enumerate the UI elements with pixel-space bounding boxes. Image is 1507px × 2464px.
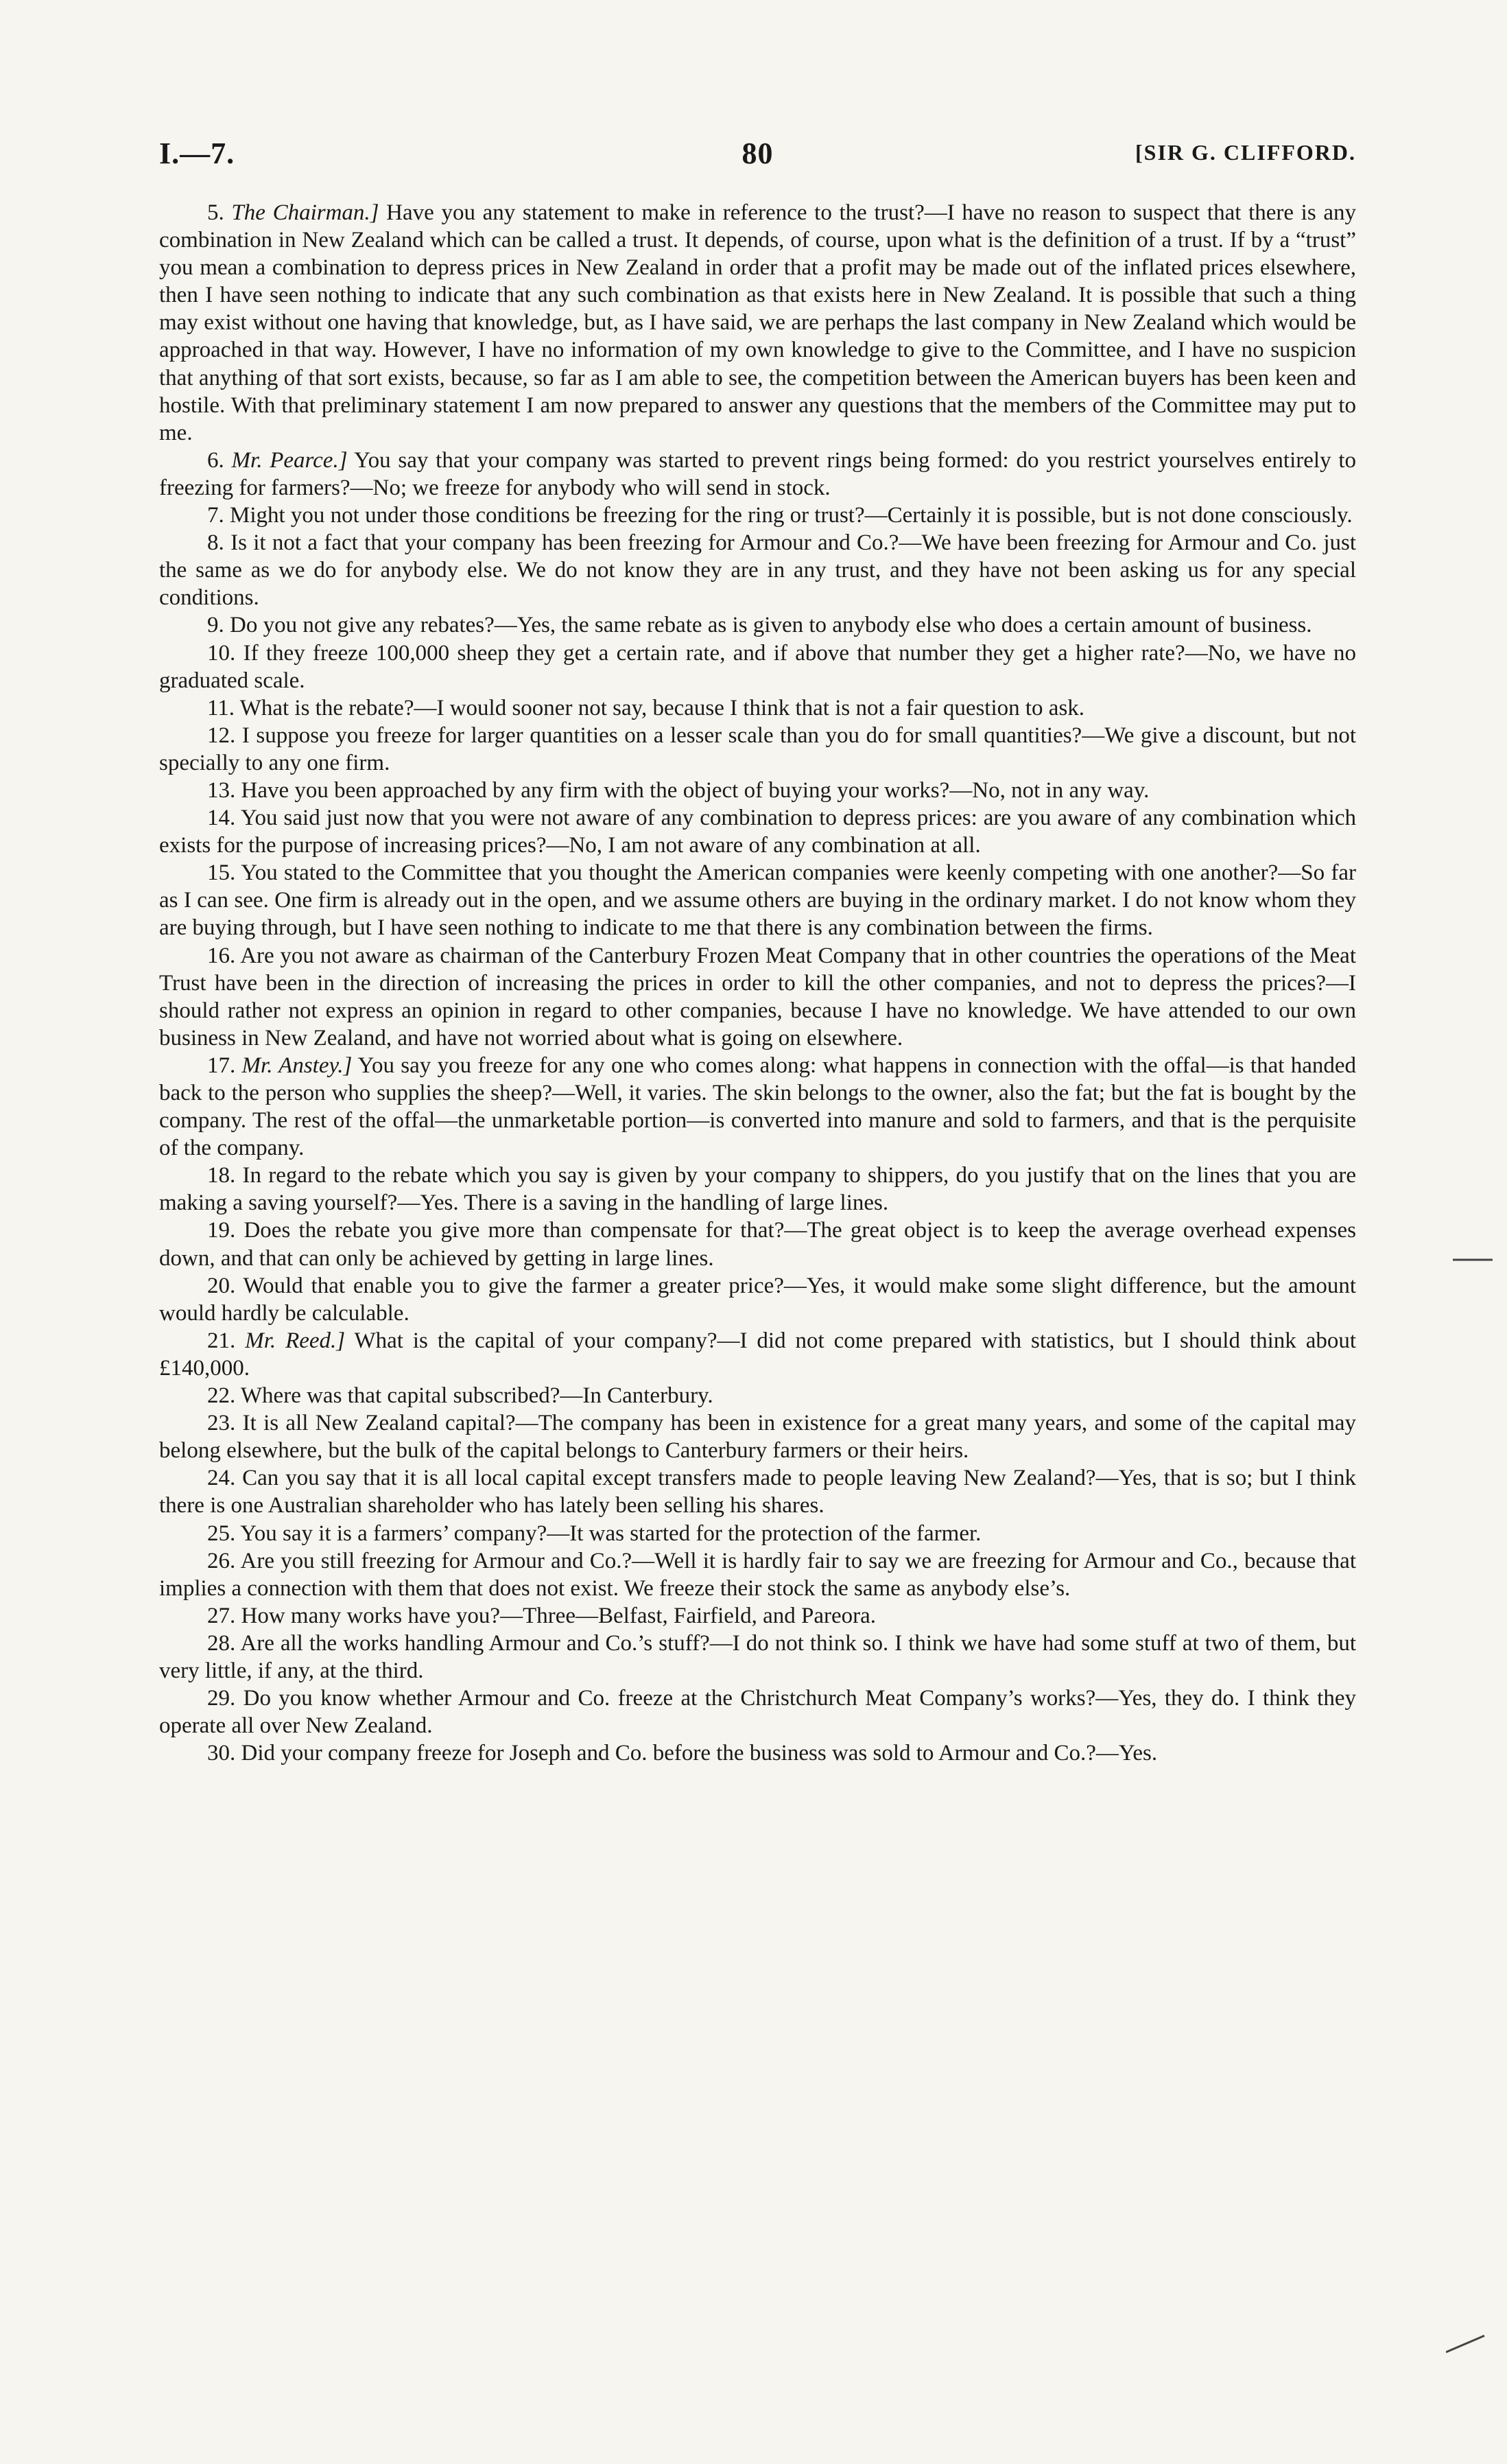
question-text: In regard to the rebate which you say is given by your company to shippers, do you justify that on the lines that you are making a saving yourself?—Yes. There is a saving in the handling of large lines.: [159, 1163, 1357, 1216]
question-paragraph: [159, 1464, 1356, 1519]
witness-name: [SIR G. CLIFFORD.: [1135, 140, 1356, 165]
margin-mark-tick: [1446, 2333, 1487, 2354]
question-text: Can you say that it is all local capital except transfers made to people leaving New Zealand?—Yes, that is so; but I think there is one Australian shareholder who has lately been selling his shares.: [159, 1466, 1356, 1518]
question-paragraph: [159, 1685, 1356, 1739]
question-number: 30.: [207, 1741, 236, 1766]
question-paragraph: [159, 1162, 1356, 1217]
question-paragraph: [159, 1052, 1356, 1162]
question-text: You stated to the Committee that you thought the American companies were keenly competing with one another?—So far as I can see. One firm is already out in the open, and we assume others are buying in the ordinary market. I do not know whom they are buying through, but I have seen nothing to indicate to me that there is any combination between the firms.: [159, 860, 1356, 941]
question-paragraph: [159, 1520, 1356, 1547]
question-text: Have you any statement to make in reference to the trust?—I have no reason to suspect that there is any combination in New Zealand which can be called a trust. It depends, of course, upon what is the definition of a trust. If by a “trust” you mean a combination to depress prices in New Zealand in order that a profit may be made out of the inflated prices elsewhere, then I have seen nothing to indicate that any such combination as that exists here in New Zealand. It is possible that such a thing may exist without one having that knowledge, but, as I have said, we are perhaps the last company in New Zealand which would be approached in that way. However, I have no information of my own knowledge to give to the Committee, and I have no suspicion that anything of that sort exists, because, so far as I am able to see, the competition between the American buyers has been keen and hostile. With that preliminary statement I am now prepared to answer any questions that the members of the Committee may put to me.: [159, 200, 1356, 445]
question-text: I suppose you freeze for larger quantities on a lesser scale than you do for small quantities?—We give a discount, but not specially to any one firm.: [159, 723, 1357, 775]
question-number: 7.: [207, 503, 224, 528]
question-text: Are all the works handling Armour and Co.’s stuff?—I do not think so. I think we have had some stuff at two of them, but very little, if any, at the third.: [159, 1630, 1357, 1683]
question-paragraph: [159, 502, 1356, 529]
speaker-name: The Chairman.]: [231, 200, 379, 225]
question-text: If they freeze 100,000 sheep they get a certain rate, and if above that number they get a higher rate?—No, we have no graduated scale.: [159, 640, 1357, 693]
question-paragraph: [159, 447, 1356, 502]
question-text: Does the rebate you give more than compensate for that?—The great object is to keep the average overhead expenses down, and that can only be achieved by getting in large lines.: [159, 1218, 1357, 1271]
question-number: 26.: [207, 1548, 236, 1573]
question-number: 29.: [207, 1686, 236, 1711]
question-text: Are you still freezing for Armour and Co.?—Well it is hardly fair to say we are freezing for Armour and Co., because that implies a connection with them that does not exist. We freeze their stock the same as anybody else’s.: [159, 1548, 1356, 1601]
question-number: 9.: [207, 613, 224, 638]
question-text: Have you been approached by any firm with the object of buying your works?—No, not in any way.: [241, 777, 1150, 803]
question-number: 8.: [207, 530, 224, 556]
question-paragraph: [159, 1547, 1356, 1602]
question-number: 16.: [207, 943, 236, 968]
question-number: 6.: [207, 447, 224, 473]
question-number: 25.: [207, 1521, 236, 1546]
question-number: 11.: [207, 695, 235, 720]
question-text: What is the rebate?—I would sooner not say, because I think that is not a fair question to ask.: [239, 695, 1085, 720]
question-text: You say that your company was started to prevent rings being formed: do you restrict yourselves entirely to freezing for farmers?—No; we freeze for anybody who will send in stock.: [159, 447, 1357, 500]
question-number: 28.: [207, 1630, 236, 1656]
question-paragraph: [159, 1272, 1356, 1327]
margin-mark-dash: [1453, 1256, 1494, 1264]
question-paragraph: [159, 1630, 1356, 1685]
question-number: 13.: [207, 777, 236, 803]
question-number: 23.: [207, 1411, 236, 1436]
question-paragraph: [159, 640, 1356, 694]
question-paragraph: [159, 611, 1356, 639]
question-text: Do you not give any rebates?—Yes, the same rebate as is given to anybody else who does a certain amount of business.: [230, 613, 1312, 638]
question-text: You said just now that you were not aware of any combination to depress prices: are you aware of any combination which exists for the purpose of increasing prices?—No, I am not aware of any combination at all.: [159, 806, 1356, 858]
question-paragraph: [159, 529, 1356, 611]
question-number: 15.: [207, 860, 236, 886]
question-number: 5.: [207, 200, 224, 225]
question-text: Is it not a fact that your company has been freezing for Armour and Co.?—We have been freezing for Armour and Co. just the same as we do for anybody else. We do not know they are in any trust, and they have not been asking us for any special conditions.: [159, 530, 1357, 611]
question-text: Would that enable you to give the farmer a greater price?—Yes, it would make some slight difference, but the amount would hardly be calculable.: [159, 1273, 1357, 1326]
document-reference: I.—7.: [159, 137, 235, 170]
question-number: 19.: [207, 1218, 236, 1243]
question-number: 17.: [207, 1053, 236, 1078]
question-number: 27.: [207, 1603, 236, 1628]
question-number: 20.: [207, 1273, 236, 1298]
question-text: Where was that capital subscribed?—In Canterbury.: [240, 1383, 713, 1409]
speaker-name: Mr. Anstey.]: [241, 1053, 353, 1078]
question-text: How many works have you?—Three—Belfast, Fairfield, and Pareora.: [241, 1603, 877, 1628]
page-number: 80: [741, 137, 774, 170]
question-text: You say it is a farmers’ company?—It was started for the protection of the farmer.: [240, 1521, 982, 1546]
question-paragraph: [159, 199, 1356, 447]
speaker-name: Mr. Pearce.]: [231, 447, 348, 473]
question-paragraph: [159, 1409, 1356, 1464]
question-paragraph: [159, 722, 1356, 777]
question-text: What is the capital of your company?—I did not come prepared with statistics, but I should think about £140,000.: [159, 1328, 1357, 1381]
question-paragraph: [159, 1602, 1356, 1630]
question-text: Do you know whether Armour and Co. freeze at the Christchurch Meat Company’s works?—Yes, they do. I think they operate all over New Zealand.: [159, 1686, 1356, 1739]
question-paragraph: [159, 1382, 1356, 1409]
question-paragraph: [159, 859, 1356, 941]
question-text: Might you not under those conditions be freezing for the ring or trust?—Certainly it is possible, but is not done consciously.: [230, 503, 1353, 528]
question-paragraph: [159, 694, 1356, 722]
question-text: It is all New Zealand capital?—The company has been in existence for a great many years, and some of the capital may belong elsewhere, but the bulk of the capital belongs to Canterbury farmers or their heirs.: [159, 1411, 1357, 1464]
question-paragraph: [159, 942, 1356, 1052]
question-paragraph: [159, 1327, 1356, 1382]
question-paragraph: [159, 777, 1356, 804]
question-paragraph: [159, 804, 1356, 859]
question-text: Did your company freeze for Joseph and Co. before the business was sold to Armour and Co.?—Yes.: [241, 1741, 1158, 1766]
evidence-body: [159, 199, 1356, 1767]
question-number: 18.: [207, 1163, 236, 1188]
question-paragraph: [159, 1739, 1356, 1767]
question-number: 10.: [207, 640, 236, 666]
question-paragraph: [159, 1217, 1356, 1271]
speaker-name: Mr. Reed.]: [245, 1328, 346, 1353]
question-number: 14.: [207, 806, 236, 831]
question-number: 22.: [207, 1383, 236, 1409]
question-text: Are you not aware as chairman of the Canterbury Frozen Meat Company that in other countries the operations of the Meat Trust have been in the direction of increasing the prices in order to kill the other companies, and not to depress the prices?—I should rather not express an opinion in regard to other companies, because I have no knowledge. We have attended to our own business in New Zealand, and have not worried about what is going on elsewhere.: [159, 943, 1356, 1051]
page-header: [159, 136, 1356, 184]
question-number: 12.: [207, 723, 236, 748]
question-number: 24.: [207, 1466, 236, 1491]
question-number: 21.: [207, 1328, 236, 1353]
question-text: You say you freeze for any one who comes along: what happens in connection with the offal—is that handed back to the person who supplies the sheep?—Well, it varies. The skin belongs to the owner, also the fat; but the fat is bought by the company. The rest of the offal—the unmarketable portion—is converted into manure and sold to farmers, and that is the perquisite of the company.: [159, 1053, 1356, 1161]
